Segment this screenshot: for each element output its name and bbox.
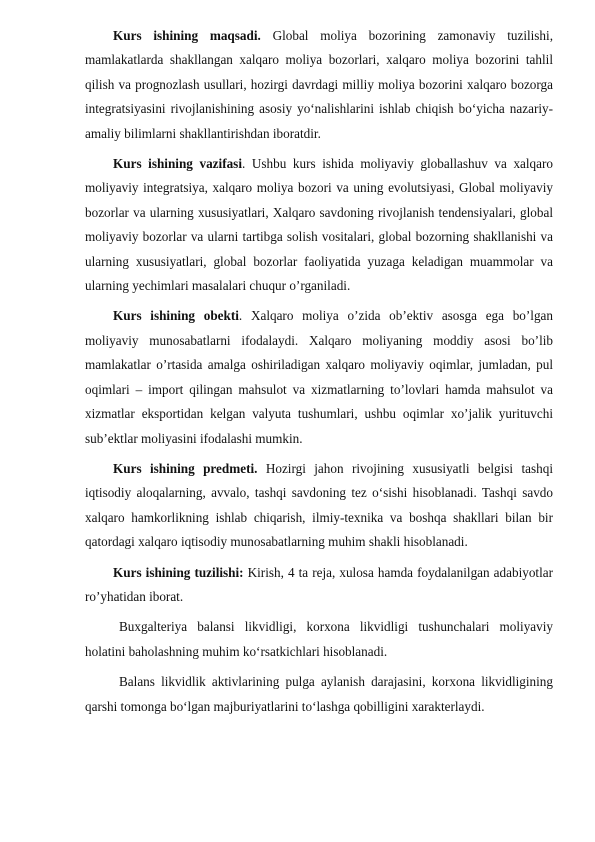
document-page (85, 24, 553, 725)
paragraph-object-heading: Kurs ishining obekti (113, 308, 239, 324)
paragraph-tasks-heading: Kurs ishining vazifasi (113, 156, 242, 172)
paragraph-subject-heading: Kurs ishining predmeti. (113, 460, 258, 476)
paragraph-object (85, 304, 553, 450)
paragraph-balance-definition-text: Balans likvidlik aktivlarining pulga aylanish darajasini, korxona likvidligining qarshi tomonga bo‘lgan majburiyatlarini to‘lashga qobilligini xarakterlaydi. (85, 674, 553, 714)
paragraph-tasks-text: . Ushbu kurs ishida moliyaviy globallashuv va xalqaro moliyaviy integratsiya, xalqaro moliya bozori va uning evolutsiyasi, Global moliyaviy bozorlar va ularning xususiyatlari, Xalqaro savdoning rivojlanish tendensiyalari, global moliyaviy bozorlar va ularni tartibga solish vositalari, global bozorning shakllanishi va ularning xususiyatlari, global bozorlar faoliyatida yuzaga keladigan muammolar va ularning yechimlari masalalari chuqur o’rganiladi. (85, 156, 553, 294)
paragraph-object-text: . Xalqaro moliya o’zida ob’ektiv asosga ega bo’lgan moliyaviy munosabatlarni ifodalaydi. Xalqaro moliyaning moddiy asosi bo’lib mamlakatlar o’rtasida amalga oshiriladigan xalqaro moliyaviy oqimlar, jumladan, pul oqimlari – import qilingan mahsulot va xizmatlarning to’lovlari hamda mahsulot va xizmatlar eksportidan kelgan valyuta tushumlari, ushbu oqimlar xo’jalik yurituvchi sub’ektlar moliyasini ifodalashi mumkin. (85, 308, 554, 446)
paragraph-goal (85, 24, 553, 146)
paragraph-goal-text: Global moliya bozorining zamonaviy tuzilishi, mamlakatlarda shakllangan xalqaro moliya bozorlari, xalqaro moliya bozorini tahlil qilish va prognozlash usullari, hozirgi davrdagi milliy moliya bozorini xalqaro bozorga integratsiyasini rivojlanishining asosiy yo‘nalishlarini ishlab chiqish bo‘yicha nazariy-amaliy bilimlarni shakllantirishdan iboratdir. (85, 28, 553, 141)
paragraph-balance-definition (85, 670, 553, 719)
paragraph-goal-heading: Kurs ishining maqsadi. (113, 28, 261, 43)
paragraph-structure-text: Kirish, 4 ta reja, xulosa hamda foydalanilgan adabiyotlar ro’yhatidan iborat. (85, 564, 554, 604)
paragraph-structure-heading: Kurs ishining tuzilishi: (113, 564, 244, 580)
paragraph-tasks (85, 152, 553, 298)
paragraph-balance-liquidity (85, 615, 553, 664)
paragraph-structure (85, 561, 553, 610)
paragraph-subject (85, 457, 553, 555)
paragraph-subject-text: Hozirgi jahon rivojining xususiyatli belgisi tashqi iqtisodiy aloqalarning, avvalo, tashqi savdoning tez o‘sishi hisoblanadi. Tashqi savdo xalqaro hamkorlikning ishlab chiqarish, ilmiy-texnika va boshqa shakllari bilan bir qatordagi xalqaro iqtisodiy munosabatlarning muhim shakli hisoblanadi. (85, 460, 553, 550)
paragraph-balance-liquidity-text: Buxgalteriya balansi likvidligi, korxona likvidligi tushunchalari moliyaviy holatini baholashning muhim ko‘rsatkichlari hisoblanadi. (85, 619, 553, 659)
